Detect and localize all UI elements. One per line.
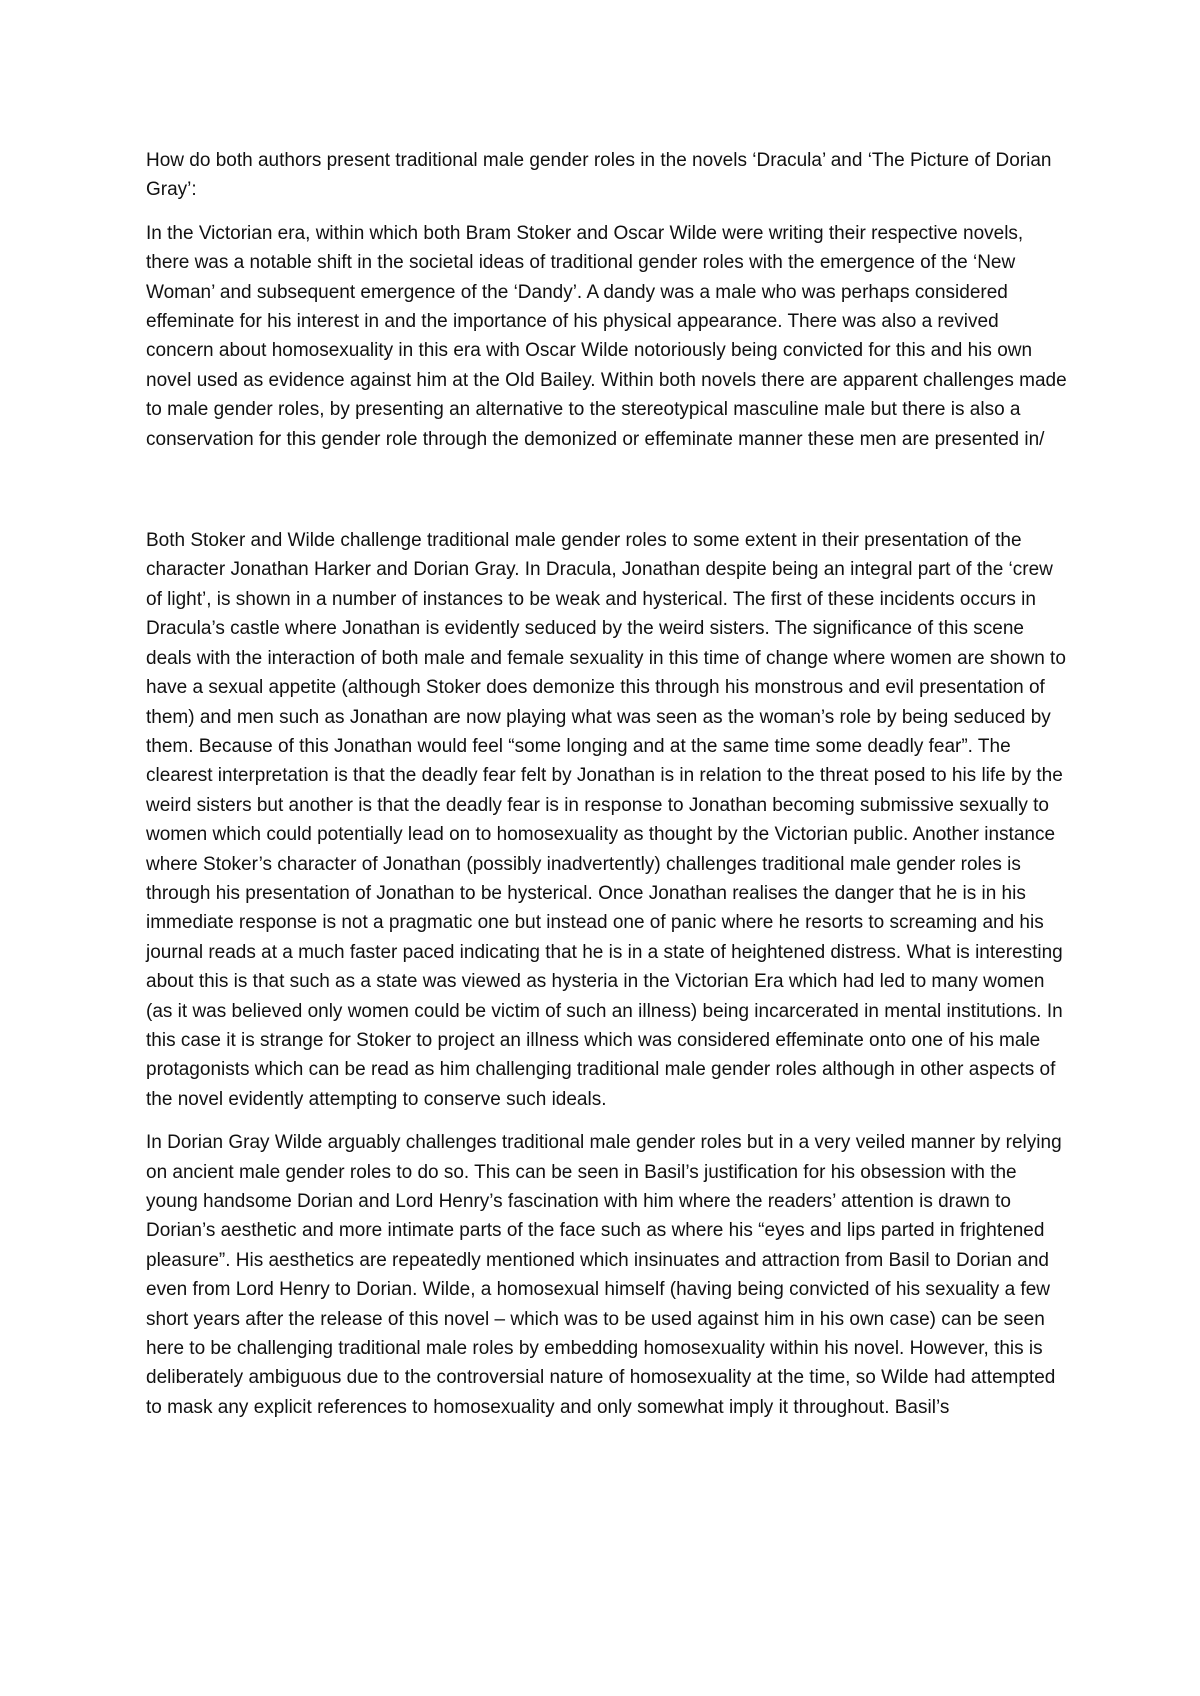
essay-question: How do both authors present traditional male gender roles in the novels ‘Dracula’ and ‘The Picture of Dorian Gray’: — [146, 150, 1052, 201]
paragraph-dorian-gray: In Dorian Gray Wilde arguably challenges traditional male gender roles but in a very veiled manner by relying on ancient male gender roles to do so. This can be seen in Basil’s justification for his obsession with the young handsome Dorian and Lord Henry’s fascination with him where the readers’ attention is drawn to Dorian’s aesthetic and more intimate parts of the face such as where his “eyes and lips parted in frightened pleasure”. His aesthetics are repeatedly mentioned which insinuates and attraction from Basil to Dorian and even from Lord Henry to Dorian. Wilde, a homosexual himself (having being convicted of his sexuality a few short years after the release of this novel – which was to be used against him in his own case) can be seen here to be challenging traditional male roles by embedding homosexuality within his novel. However, this is deliberately ambiguous due to the controversial nature of homosexuality at the time, so Wilde had attempted to mask any explicit references to homosexuality and only somewhat imply it throughout. Basil’s — [146, 1132, 1062, 1418]
paragraph-jonathan-harker: Both Stoker and Wilde challenge traditional male gender roles to some extent in their presentation of the character Jonathan Harker and Dorian Gray. In Dracula, Jonathan despite being an integral part of the ‘crew of light’, is shown in a number of instances to be weak and hysterical. The first of these incidents occurs in Dracula’s castle where Jonathan is evidently seduced by the weird sisters. The significance of this scene deals with the interaction of both male and female sexuality in this time of change where women are shown to have a sexual appetite (although Stoker does demonize this through his monstrous and evil presentation of them) and men such as Jonathan are now playing what was seen as the woman’s role by being seduced by them. Because of this Jonathan would feel “some longing and at the same time some deadly fear”. The clearest interpretation is that the deadly fear felt by Jonathan is in relation to the threat posed to his life by the weird sisters but another is that the deadly fear is in response to Jonathan becoming submissive sexually to women which could potentially lead on to homosexuality as thought by the Victorian public. Another instance where Stoker’s character of Jonathan (possibly inadvertently) challenges traditional male gender roles is through his presentation of Jonathan to be hysterical. Once Jonathan realises the danger that he is in his immediate response is not a pragmatic one but instead one of panic where he resorts to screaming and his journal reads at a much faster paced indicating that he is in a state of heightened distress. What is interesting about this is that such as a state was viewed as hysteria in the Victorian Era which had led to many women (as it was believed only women could be victim of such an illness) being incarcerated in mental institutions. In this case it is strange for Stoker to project an illness which was considered effeminate onto one of his male protagonists which can be read as him challenging traditional male gender roles although in other aspects of the novel evidently attempting to conserve such ideals. — [146, 530, 1066, 1110]
document-body — [146, 146, 1070, 1422]
paragraph-introduction: In the Victorian era, within which both Bram Stoker and Oscar Wilde were writing their respective novels, there was a notable shift in the societal ideas of traditional gender roles with the emergence of the ‘New Woman’ and subsequent emergence of the ‘Dandy’. A dandy was a male who was perhaps considered effeminate for his interest in and the importance of his physical appearance. There was also a revived concern about homosexuality in this era with Oscar Wilde notoriously being convicted for this and his own novel used as evidence against him at the Old Bailey. Within both novels there are apparent challenges made to male gender roles, by presenting an alternative to the stereotypical masculine male but there is also a conservation for this gender role through the demonized or effeminate manner these men are presented in/ — [146, 222, 1067, 450]
